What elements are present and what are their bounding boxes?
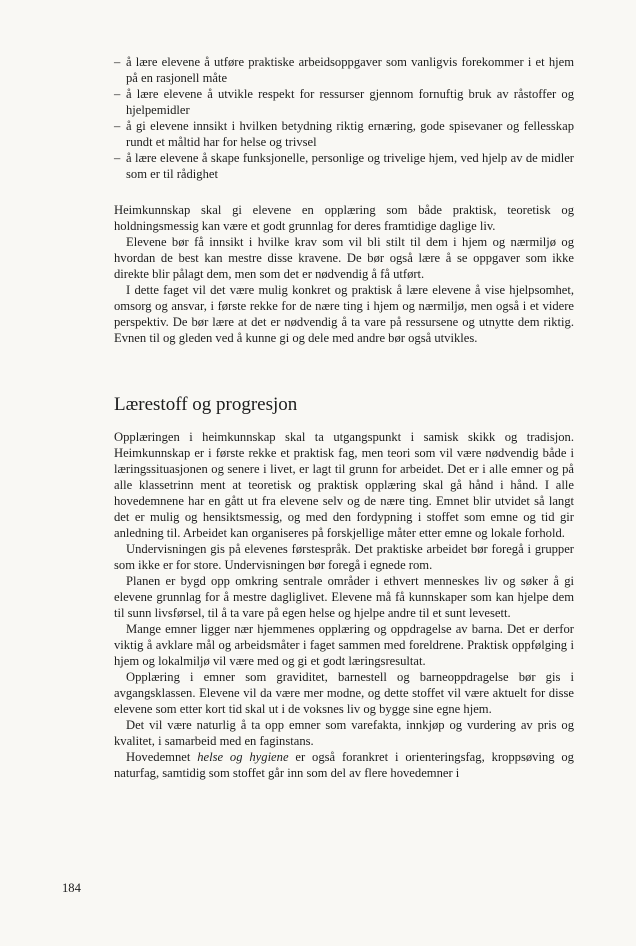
section-text xyxy=(114,429,574,781)
goal-bullet: – å lære elevene å skape funksjonelle, personlige og trivelige hjem, ved hjelp av de midler som er til rådighet xyxy=(114,150,574,182)
body-paragraph: Opplæringen i heimkunnskap skal ta utgangspunkt i samisk skikk og tradisjon. Heimkunnskap er i første rekke et praktisk fag, men teori som vil være nødvendig både i læringssituasjonen og senere i livet, er lagt til grunn for arbeidet. Det er i alle emner og på alle klassetrinn ment at teoretisk og praktisk opplæring skal gå hånd i hånd. I alle hovedemnene har en gått ut fra elevene selv og de nære ting. Emnet blir utvidet så langt det er mulig og hensiktsmessig, og med den fordypning i stoffet som emne og tid gir anledning til. Arbeidet kan organiseres på forskjellige måter etter emne og lokale forhold. xyxy=(114,430,574,540)
page-number: 184 xyxy=(62,881,81,895)
body-paragraph: Undervisningen gis på elevenes førstespråk. Det praktiske arbeidet bør foregå i grupper som ikke er for store. Undervisningen bør foregå i egnede rom. xyxy=(114,542,574,572)
paragraph-text-end: er også forankret i orienteringsfag, kroppsøving og naturfag, samtidig som stoffet går inn som del av flere hovedemner i xyxy=(114,750,574,780)
section-heading: Lærestoff og progresjon xyxy=(114,394,298,415)
goal-bullet: – å lære elevene å utvikle respekt for ressurser gjennom fornuftig bruk av råstoffer og hjelpemidler xyxy=(114,86,574,118)
emphasized-topic: helse og hygiene xyxy=(197,750,289,764)
body-paragraph: Heimkunnskap skal gi elevene en opplæring som både praktisk, teoretisk og holdningsmessig kan være et godt grunnlag for deres framtidige daglige liv. xyxy=(114,203,574,233)
goal-bullet-list xyxy=(114,54,574,182)
body-paragraph: Mange emner ligger nær hjemmenes opplæring og oppdragelse av barna. Det er derfor viktig å avklare mål og arbeidsmåter i faget sammen med foreldrene. Praktisk oppfølging i hjem og lokalmiljø vil være med og gi et godt læringsresultat. xyxy=(114,622,574,668)
body-paragraph: Elevene bør få innsikt i hvilke krav som vil bli stilt til dem i hjem og nærmiljø og hvordan de best kan mestre disse kravene. De bør også lære å se oppgaver som ikke direkte blir pålagt dem, men som det er nødvendig å få utført. xyxy=(114,235,574,281)
body-paragraph: Det vil være naturlig å ta opp emner som varefakta, innkjøp og vurdering av pris og kvalitet, i samarbeid med en faginstans. xyxy=(114,718,574,748)
paragraph-text-start: Hovedemnet xyxy=(126,750,198,764)
goal-bullet: – å lære elevene å utføre praktiske arbeidsoppgaver som vanligvis forekommer i et hjem på en rasjonell måte xyxy=(114,54,574,86)
goal-bullet: – å gi elevene innsikt i hvilken betydning riktig ernæring, gode spisevaner og fellesskap rundt et måltid har for helse og trivsel xyxy=(114,118,574,150)
body-paragraph: Opplæring i emner som graviditet, barnestell og barneoppdragelse bør gis i avgangsklassen. Elevene vil da være mer modne, og dette stoffet vil være aktuelt for disse elevene som etter kort tid skal ut i de voksnes liv og bygge sine egne hjem. xyxy=(114,670,574,716)
intro-text xyxy=(114,202,574,346)
body-paragraph-last xyxy=(114,749,574,781)
body-paragraph: I dette faget vil det være mulig konkret og praktisk å lære elevene å vise hjelpsomhet, omsorg og ansvar, i første rekke for de nære ting i hjem og nærmiljø, men også i et videre perspektiv. De bør lære at det er nødvendig å ta vare på ressursene og utnytte dem riktig. Evnen til og gleden ved å kunne gi og dele med andre bør også utvikles. xyxy=(114,283,574,345)
body-paragraph: Planen er bygd opp omkring sentrale områder i ethvert menneskes liv og søker å gi elevene grunnlag for å mestre dagliglivet. Elevene må få kunnskaper som kan hjelpe dem til sunn livsførsel, til å ta vare på egen helse og hjelpe andre til et sunt levesett. xyxy=(114,574,574,620)
